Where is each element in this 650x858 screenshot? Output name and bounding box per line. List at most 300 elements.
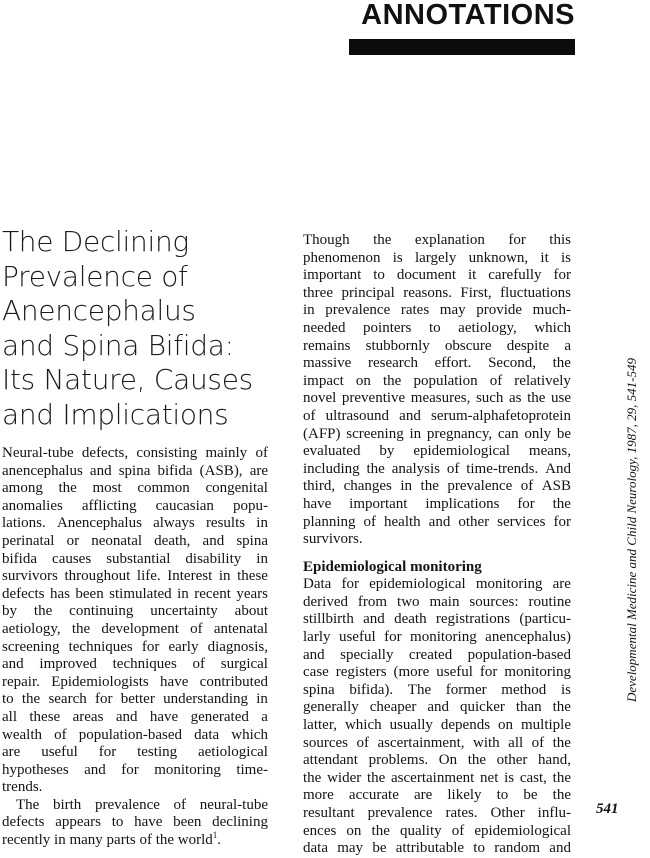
- word: important: [303, 267, 362, 284]
- word: use: [551, 390, 571, 407]
- word: in: [256, 691, 268, 708]
- spacer: [303, 549, 571, 559]
- text-line: [2, 797, 268, 815]
- word: the: [527, 390, 546, 407]
- text-line: [2, 533, 268, 551]
- word: implications: [425, 495, 500, 512]
- word: most: [92, 480, 122, 497]
- word: always: [153, 515, 195, 532]
- word: defects: [2, 814, 45, 831]
- title-line: The Declining: [2, 225, 189, 258]
- word: of: [520, 478, 534, 495]
- word: ASB: [541, 478, 571, 495]
- word: prevalence: [325, 302, 391, 319]
- word: mainly: [205, 445, 248, 461]
- word: time-trends.: [466, 460, 539, 477]
- text-line: survivors.: [303, 531, 363, 548]
- word: for: [341, 576, 359, 593]
- word: and: [84, 761, 106, 778]
- word: serum-alphafetoprotein: [431, 407, 571, 424]
- word: And: [545, 460, 571, 477]
- word: be: [372, 840, 387, 857]
- word: (more: [393, 664, 430, 681]
- title-line: and Implications: [2, 397, 229, 431]
- word: carefully: [488, 267, 542, 284]
- section-label: ANNOTATIONS: [361, 0, 575, 31]
- text-line: [303, 250, 571, 268]
- text-line: [303, 338, 571, 356]
- word: multiple: [520, 717, 571, 734]
- word: created: [408, 646, 453, 663]
- text-line: [303, 285, 571, 303]
- word: spina: [118, 462, 151, 479]
- word: in: [400, 478, 413, 495]
- word: ascertainment: [391, 769, 475, 786]
- word: survivors: [2, 568, 58, 585]
- word: pregnancy,: [426, 425, 493, 442]
- word: development: [101, 620, 179, 637]
- word: preventive: [341, 390, 406, 407]
- word: for: [508, 232, 526, 248]
- word: spina: [303, 681, 335, 698]
- text-line: [303, 373, 571, 391]
- word: attendant: [303, 752, 358, 769]
- word: data: [194, 726, 220, 743]
- word: the: [383, 372, 402, 389]
- word: larly: [303, 629, 331, 646]
- word: stillbirth: [303, 611, 354, 628]
- word: former: [445, 681, 487, 698]
- word: may: [337, 840, 364, 857]
- word: perinatal: [2, 532, 55, 549]
- word: appears: [55, 814, 101, 831]
- word: on: [355, 372, 371, 389]
- word: in: [303, 302, 315, 319]
- word: of: [190, 620, 203, 637]
- word: epidemiological: [413, 443, 510, 460]
- word: it: [540, 249, 549, 266]
- word: Anencephalus: [56, 515, 142, 532]
- word: been: [173, 814, 202, 831]
- word: of: [531, 734, 545, 751]
- word: aetiology,: [458, 319, 517, 336]
- text-line: [2, 445, 268, 463]
- word: rates.: [445, 805, 478, 821]
- text-line: [303, 647, 571, 665]
- word: prevalence: [447, 478, 513, 495]
- word: hypotheses: [2, 761, 69, 778]
- word: means,: [528, 443, 571, 460]
- word: useful: [41, 744, 78, 761]
- word: death: [394, 611, 427, 628]
- text-line: [2, 814, 268, 832]
- word: the: [71, 620, 91, 637]
- word: and: [428, 513, 451, 530]
- text-line: [2, 639, 268, 657]
- word: are: [552, 576, 571, 593]
- word: for: [98, 744, 117, 761]
- word: explanation: [414, 232, 485, 248]
- text-fragment: recently in many parts of the world: [2, 832, 213, 849]
- word: method: [501, 681, 547, 698]
- word: depends: [440, 717, 491, 734]
- word: have: [134, 814, 163, 831]
- word: of: [356, 734, 369, 751]
- word: quicker: [459, 699, 505, 716]
- word: and: [115, 708, 138, 725]
- word: Epidemiologists: [51, 673, 149, 690]
- word: two: [397, 593, 420, 610]
- word: resultant: [303, 805, 355, 821]
- word: Interest: [167, 568, 213, 585]
- word: needed: [303, 319, 346, 336]
- text-line: [303, 390, 571, 408]
- word: of: [54, 726, 67, 743]
- word: testing: [137, 744, 178, 761]
- word: improved: [39, 656, 97, 673]
- word: afflicting: [81, 497, 137, 514]
- word: caucasian: [155, 497, 214, 514]
- word: for: [141, 638, 160, 655]
- text-line: [303, 443, 571, 461]
- word: anomalies: [2, 497, 63, 514]
- title-line: and Spina Bifida:: [2, 328, 234, 362]
- text-line: [303, 496, 571, 514]
- word: repair.: [2, 673, 40, 690]
- word: ences: [303, 822, 337, 839]
- word: fluctuations: [500, 284, 571, 301]
- word: techniques: [112, 656, 177, 673]
- word: anencephalus): [485, 629, 571, 646]
- word: the: [552, 699, 571, 716]
- word: useful: [338, 629, 376, 646]
- word: such: [475, 390, 504, 407]
- word: much-: [532, 302, 571, 319]
- word: and: [303, 646, 325, 663]
- text-line: [2, 709, 268, 727]
- word: the: [552, 734, 571, 751]
- word: monitoring: [410, 629, 477, 646]
- word: declining: [212, 814, 268, 831]
- word: the: [366, 769, 386, 786]
- word: a: [261, 708, 268, 725]
- text-line: [2, 603, 268, 621]
- word: neural-tube: [199, 796, 268, 813]
- word: is: [392, 249, 403, 266]
- word: obscure: [444, 337, 492, 354]
- text-line: [303, 478, 571, 496]
- text-line: [303, 267, 571, 285]
- word: and: [202, 532, 225, 549]
- word: to: [111, 814, 124, 831]
- word: population-based: [467, 646, 571, 663]
- word: early: [168, 638, 199, 655]
- text-line: [303, 787, 571, 805]
- word: the: [552, 787, 571, 804]
- article-title: [2, 225, 272, 432]
- word: in: [218, 568, 231, 585]
- word: the: [371, 822, 390, 839]
- word: all: [2, 708, 17, 725]
- word: all: [508, 734, 524, 751]
- word: the: [467, 752, 487, 769]
- word: in: [256, 515, 268, 532]
- text-line: [303, 752, 571, 770]
- word: life.: [136, 568, 161, 585]
- word: document: [396, 267, 457, 284]
- word: registers: [335, 664, 387, 681]
- word: the: [303, 769, 322, 786]
- word: uncertainty: [150, 603, 218, 620]
- word: cheaper: [369, 699, 417, 716]
- word: for: [553, 267, 571, 284]
- word: of: [173, 796, 187, 813]
- word: effort.: [434, 355, 472, 372]
- word: population: [413, 372, 478, 389]
- word: impact: [303, 372, 344, 389]
- word: of: [192, 656, 206, 673]
- word: are: [249, 462, 268, 479]
- word: third,: [303, 478, 336, 495]
- word: the: [33, 603, 53, 620]
- word: unknown,: [468, 249, 529, 266]
- word: Neural-tube: [2, 445, 74, 461]
- word: spina: [236, 532, 268, 549]
- word: largely: [414, 249, 457, 266]
- word: be: [523, 787, 538, 804]
- word: and: [399, 407, 421, 424]
- word: time-: [236, 761, 268, 778]
- left-column: [2, 445, 268, 850]
- word: to: [428, 319, 441, 336]
- word: than: [515, 699, 542, 716]
- word: by: [2, 603, 17, 620]
- word: stimulated: [109, 585, 172, 602]
- word: services: [497, 513, 546, 530]
- word: as: [509, 390, 522, 407]
- word: The: [407, 681, 432, 698]
- text-line: [2, 568, 268, 586]
- word: are: [2, 744, 21, 761]
- word: the: [552, 355, 571, 372]
- word: for: [517, 495, 535, 512]
- word: routine: [528, 593, 571, 610]
- word: evaluated: [303, 443, 361, 460]
- text-line: [303, 840, 571, 858]
- word: Data: [303, 576, 332, 593]
- word: is: [560, 249, 571, 266]
- word: wealth: [2, 726, 42, 743]
- text-line: [303, 355, 571, 373]
- word: with: [473, 734, 500, 751]
- text-line: [303, 611, 571, 629]
- word: continuing: [69, 603, 134, 620]
- word: disability: [185, 550, 242, 567]
- text-line: [2, 691, 268, 709]
- text-line: [2, 551, 268, 569]
- word: to: [2, 691, 14, 708]
- word: (ASB),: [199, 462, 243, 479]
- word: or: [66, 532, 80, 549]
- word: of: [363, 513, 376, 530]
- word: main: [429, 593, 460, 610]
- word: which: [534, 319, 571, 336]
- text-line: [303, 682, 571, 700]
- word: areas: [72, 708, 104, 725]
- word: of: [489, 372, 503, 389]
- text-line: [303, 594, 571, 612]
- text-line: trends.: [2, 779, 43, 796]
- word: novel: [303, 390, 337, 407]
- word: may: [439, 302, 466, 319]
- word: case: [303, 664, 329, 681]
- word: quality: [399, 822, 442, 839]
- word: relatively: [514, 372, 571, 389]
- word: The: [16, 796, 40, 813]
- word: surgical: [220, 656, 268, 673]
- word: aetiological: [197, 744, 268, 761]
- word: reasons.: [403, 284, 452, 301]
- word: results: [205, 515, 246, 532]
- text-line: [303, 302, 571, 320]
- word: substantial: [106, 550, 171, 567]
- section-subheading: Epidemiological monitoring: [303, 558, 482, 575]
- word: about: [234, 603, 268, 620]
- word: attributable: [395, 840, 465, 857]
- word: understanding: [163, 691, 249, 708]
- word: death,: [154, 532, 191, 549]
- word: (particu-: [519, 611, 571, 628]
- word: congenital: [205, 480, 268, 497]
- word: problems.: [368, 752, 429, 769]
- word: bifida: [157, 462, 193, 479]
- title-line: Prevalence of: [2, 259, 188, 293]
- word: influ-: [537, 805, 571, 821]
- word: which: [231, 726, 268, 743]
- word: epidemiological: [369, 576, 466, 593]
- word: the: [21, 691, 41, 708]
- word: population-based: [78, 726, 183, 743]
- word: for: [479, 664, 498, 681]
- word: popu-: [232, 497, 268, 514]
- word: throughout: [64, 568, 131, 585]
- word: hand,: [538, 752, 571, 769]
- word: accurate: [348, 787, 399, 804]
- section-rule: [349, 39, 575, 55]
- word: anencephalus: [2, 462, 83, 479]
- word: for: [553, 513, 571, 530]
- word: and: [2, 656, 24, 673]
- word: antenatal: [213, 620, 268, 637]
- word: wider: [327, 769, 362, 786]
- word: Though: [303, 232, 350, 248]
- word: search: [48, 691, 87, 708]
- word: cast,: [519, 769, 547, 786]
- word: been: [75, 585, 104, 602]
- word: sources:: [469, 593, 519, 610]
- word: and: [89, 462, 112, 479]
- word: on: [498, 717, 514, 734]
- word: techniques: [68, 638, 133, 655]
- word: from: [357, 593, 388, 610]
- text-line: [303, 232, 571, 250]
- word: epidemiological: [474, 822, 571, 839]
- word: which: [344, 717, 382, 734]
- word: to: [496, 787, 509, 804]
- word: consisting: [136, 445, 198, 461]
- text-line: [2, 463, 268, 481]
- text-line: [2, 832, 268, 850]
- text-line: [2, 498, 268, 516]
- text-line: [303, 514, 571, 532]
- text-line: [303, 408, 571, 426]
- word: this: [549, 232, 571, 248]
- word: the: [58, 480, 77, 497]
- text-line: [303, 717, 571, 735]
- word: defects: [2, 585, 45, 602]
- word: specially: [340, 646, 394, 663]
- word: research: [367, 355, 418, 372]
- word: usually: [389, 717, 433, 734]
- word: for: [121, 761, 139, 778]
- word: in: [177, 585, 189, 602]
- word: other: [458, 513, 490, 530]
- word: of: [451, 822, 465, 839]
- word: (AFP): [303, 425, 341, 442]
- word: are: [413, 787, 433, 804]
- word: Other: [490, 805, 525, 821]
- text-line: [2, 727, 268, 745]
- word: defects,: [81, 445, 129, 461]
- word: three: [303, 284, 333, 301]
- text-line: [2, 656, 268, 674]
- text-line: [303, 320, 571, 338]
- word: the: [366, 460, 385, 477]
- text-line: [303, 461, 571, 479]
- word: analysis: [391, 460, 441, 477]
- word: data: [303, 840, 328, 857]
- word: for: [384, 629, 402, 646]
- word: recent: [194, 585, 231, 602]
- word: despite: [506, 337, 550, 354]
- word: by: [379, 443, 395, 460]
- word: these: [29, 708, 61, 725]
- word: lations.: [2, 515, 46, 532]
- word: planning: [303, 513, 356, 530]
- word: generated: [190, 708, 249, 725]
- word: registrations: [435, 611, 511, 628]
- word: to: [373, 267, 385, 284]
- word: the: [420, 478, 439, 495]
- word: derived: [303, 593, 348, 610]
- word: bifida: [2, 550, 37, 567]
- text-line: [303, 823, 571, 841]
- word: First,: [460, 284, 492, 301]
- word: likely: [447, 787, 482, 804]
- word: more: [303, 787, 334, 804]
- word: including: [303, 460, 360, 477]
- word: better: [120, 691, 155, 708]
- text-line: [303, 699, 571, 717]
- word: screening: [346, 425, 404, 442]
- word: stubbornly: [365, 337, 430, 354]
- word: prevalence: [367, 805, 433, 821]
- word: important: [349, 495, 408, 512]
- text-line: [303, 805, 571, 823]
- word: among: [2, 480, 43, 497]
- word: measures,: [410, 390, 471, 407]
- text-line: [2, 515, 268, 533]
